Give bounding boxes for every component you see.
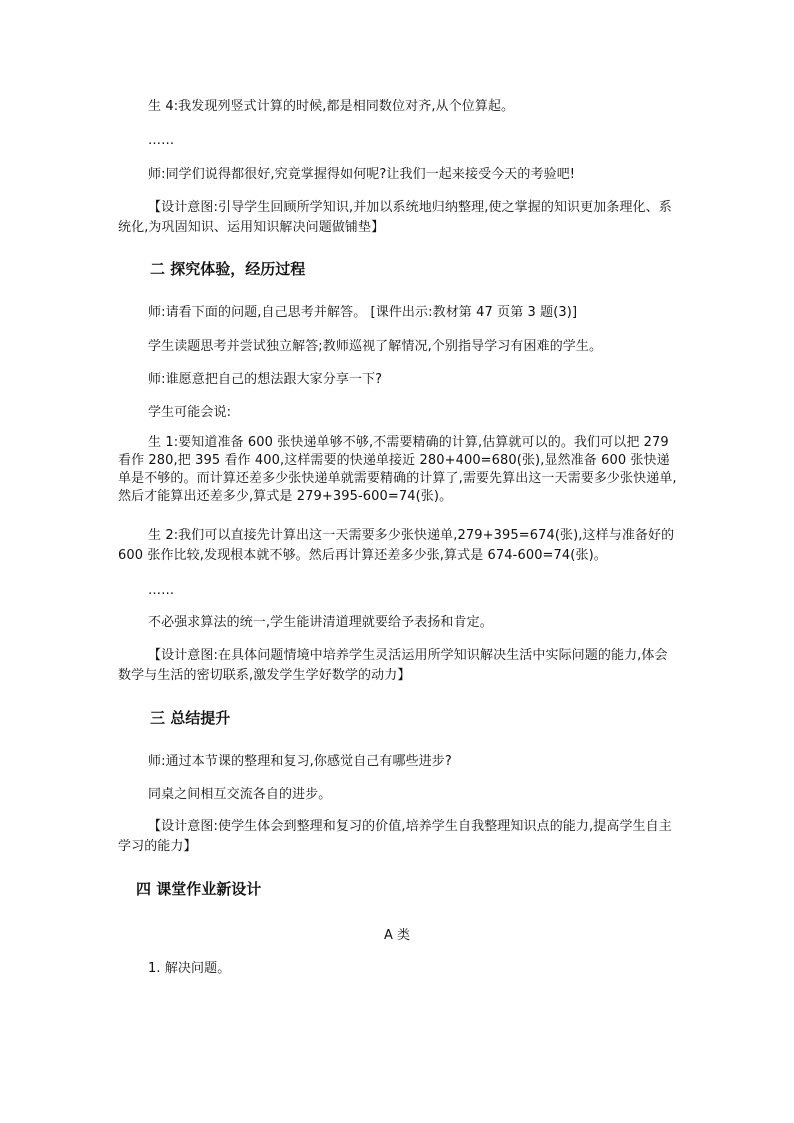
section-heading-2: 二 探究体验，经历过程 xyxy=(150,260,306,278)
paragraph-algorithm-note: 不必强求算法的统一,学生能讲清道理就要给予表扬和肯定。 xyxy=(148,615,493,630)
paragraph-teacher-question: 师:请看下面的问题,自己思考并解答。 [课件出示:教材第 47 页第 3 题(3)] xyxy=(148,305,578,320)
section-heading-4: 四 课堂作业新设计 xyxy=(136,880,262,898)
paragraph-teacher-progress: 师:通过本节课的整理和复习,你感觉自己有哪些进步? xyxy=(148,754,452,769)
design-intent-3: 【设计意图:使学生体会到整理和复习的价值,培养学生自我整理知识点的能力,提高学生自主学习的能力】 xyxy=(118,819,672,854)
paragraph-student2: 生 2:我们可以直接先计算出这一天需要多少张快递单,279+395=674(张),这样与准备好的 600 张作比较,发现根本就不够。然后再计算还差多少张,算式是 674-600=74(张)。 xyxy=(118,528,675,563)
paragraph-teacher-share: 师:谁愿意把自己的想法跟大家分享一下? xyxy=(148,372,383,387)
section-heading-3: 三 总结提升 xyxy=(150,709,231,727)
paragraph-student-reading: 学生读题思考并尝试独立解答;教师巡视了解情况,个别指导学习有困难的学生。 xyxy=(148,339,603,354)
ellipsis: …… xyxy=(148,583,175,598)
section-a-title: A 类 xyxy=(383,928,411,943)
paragraph-teacher-test: 师:同学们说得都很好,究竟掌握得如何呢?让我们一起来接受今天的考验吧! xyxy=(148,167,576,182)
paragraph-desk-mates: 同桌之间相互交流各自的进步。 xyxy=(148,787,332,802)
ellipsis: …… xyxy=(148,133,175,148)
design-intent-1: 【设计意图:引导学生回顾所学知识,并加以系统地归纳整理,使之掌握的知识更加条理化、系统化,为巩固知识、运用知识解决问题做铺垫】 xyxy=(118,200,672,235)
design-intent-2: 【设计意图:在具体问题情境中培养学生灵活运用所学知识解决生活中实际问题的能力,体会数学与生活的密切联系,激发学生学好数学的动力】 xyxy=(118,648,668,683)
paragraph-students-may-say: 学生可能会说: xyxy=(148,405,232,420)
homework-item-1: 1. 解决问题。 xyxy=(148,961,231,976)
paragraph-student4: 生 4:我发现列竖式计算的时候,都是相同数位对齐,从个位算起。 xyxy=(148,99,515,114)
paragraph-student1: 生 1:要知道准备 600 张快递单够不够,不需要精确的计算,估算就可以的。我们可以把 279 看作 280,把 395 看作 400,这样需要的快递单接近 280+400=680(张),显然准备 600 张快递单是不够的。而计算还差多少张快递单就需要精确的计算了,需要先算出这一天需要多少张快递单,然后才能算出还差多少,算式是 279+395-600=74(张)。 xyxy=(118,435,677,504)
